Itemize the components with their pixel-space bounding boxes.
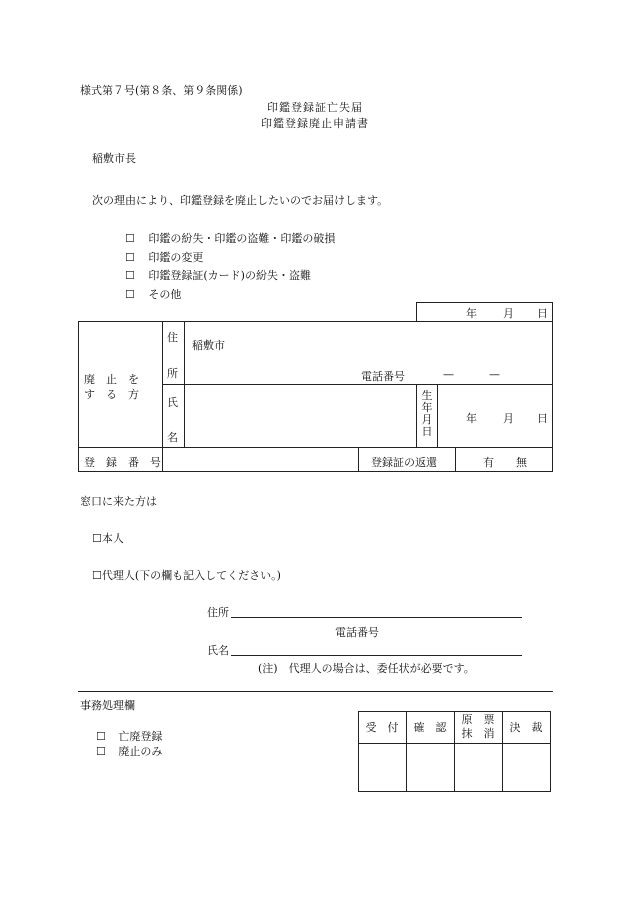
table-border	[78, 471, 553, 472]
date-month[interactable]: 月	[503, 307, 514, 320]
office-heading: 事務処理欄	[80, 699, 135, 712]
date-box-border	[416, 302, 417, 321]
return-yes[interactable]: 有	[483, 456, 494, 469]
agent-name-line[interactable]	[231, 655, 522, 656]
phone-dash-2[interactable]: —	[489, 368, 500, 381]
name-field[interactable]	[190, 392, 412, 444]
reason-item[interactable]	[125, 286, 181, 302]
form-number-label: 様式第７号(第８条、第９条関係)	[80, 84, 243, 97]
birth-day[interactable]: 日	[537, 412, 548, 425]
table-border	[437, 384, 438, 448]
form-title-line2: 印鑑登録廃止申請書	[261, 117, 369, 130]
date-box-border	[552, 302, 553, 321]
visitor-agent-option[interactable]: ☐代理人(下の欄も記入してください。)	[92, 569, 281, 582]
phone-label: 電話番号	[361, 370, 405, 383]
office-col-approval: 決 裁	[509, 721, 543, 734]
reg-number-field[interactable]	[166, 450, 354, 469]
birth-year[interactable]: 年	[466, 412, 477, 425]
visitor-heading: 窓口に来た方は	[80, 495, 157, 508]
agent-address-line[interactable]	[231, 617, 522, 618]
checkbox-icon[interactable]: ☐	[96, 745, 106, 758]
reason-label: 印鑑登録証(カード)の紛失・盗難	[148, 269, 311, 282]
name-label-1: 氏	[167, 396, 178, 409]
visitor-self-option[interactable]: ☐本人	[92, 532, 124, 545]
agent-name-label: 氏名	[207, 644, 229, 657]
reg-number-label: 登 録 番 号	[84, 456, 161, 469]
reason-item[interactable]	[125, 249, 203, 265]
office-grid-border	[550, 711, 551, 792]
form-title-line1: 印鑑登録証亡失届	[267, 101, 363, 114]
office-stamp-reception[interactable]	[359, 744, 405, 790]
table-border	[78, 447, 553, 448]
office-col-erase-line2: 抹 消	[461, 727, 495, 740]
checkbox-icon[interactable]: ☐	[125, 251, 135, 264]
agent-note: (注) 代理人の場合は、委任状が必要です。	[258, 662, 475, 675]
date-day[interactable]: 日	[537, 307, 548, 320]
birth-month[interactable]: 月	[503, 412, 514, 425]
office-option-label: 廃止のみ	[118, 745, 163, 758]
name-label-2: 名	[167, 431, 178, 444]
agent-phone-label: 電話番号	[335, 626, 379, 639]
table-border	[455, 447, 456, 472]
reason-item[interactable]	[125, 230, 335, 246]
address-value[interactable]: 稲敷市	[192, 339, 225, 352]
birth-label-4: 日	[421, 425, 433, 438]
phone-dash-1[interactable]: —	[443, 368, 454, 381]
table-border	[416, 384, 417, 448]
office-option-label: 亡廃登録	[118, 730, 163, 743]
office-col-erase	[454, 711, 502, 743]
checkbox-icon[interactable]: ☐	[125, 269, 135, 282]
applicant-label-line2: す る 方	[84, 388, 139, 401]
intro-text: 次の理由により、印鑑登録を廃止したいのでお届けします。	[92, 194, 389, 207]
table-border	[78, 321, 553, 322]
agent-address-label: 住所	[207, 606, 229, 619]
office-option[interactable]	[96, 728, 162, 744]
reason-item[interactable]	[125, 267, 311, 283]
table-border	[78, 321, 79, 472]
birth-label-2: 年	[421, 401, 433, 414]
addressee: 稲敷市長	[92, 152, 136, 165]
reason-label: 印鑑の変更	[148, 251, 204, 264]
checkbox-icon[interactable]: ☐	[125, 288, 135, 301]
birth-label-1: 生	[421, 389, 433, 402]
applicant-label-line1: 廃 止 を	[84, 373, 139, 386]
address-label-1: 住	[167, 331, 178, 344]
table-border	[184, 321, 185, 448]
date-year[interactable]: 年	[466, 307, 477, 320]
office-stamp-confirm[interactable]	[407, 744, 453, 790]
return-label: 登録証の返還	[371, 456, 437, 469]
checkbox-icon[interactable]: ☐	[96, 730, 106, 743]
date-box-border	[416, 302, 553, 303]
table-border	[552, 321, 553, 472]
return-no[interactable]: 無	[516, 456, 527, 469]
section-divider	[78, 691, 553, 692]
office-option[interactable]	[96, 743, 162, 759]
birth-label-3: 月	[421, 413, 433, 426]
reason-label: その他	[148, 288, 182, 301]
reason-label: 印鑑の紛失・印鑑の盗難・印鑑の破損	[148, 232, 336, 245]
table-border	[162, 321, 163, 472]
office-stamp-approval[interactable]	[503, 744, 549, 790]
office-col-confirm: 確 認	[413, 721, 447, 734]
office-col-erase-line1: 原 票	[461, 713, 495, 726]
address-label-2: 所	[167, 367, 178, 380]
table-border	[162, 384, 553, 385]
office-col-reception: 受 付	[365, 721, 399, 734]
office-stamp-erase[interactable]	[455, 744, 501, 790]
table-border	[358, 447, 359, 472]
checkbox-icon[interactable]: ☐	[125, 232, 135, 245]
